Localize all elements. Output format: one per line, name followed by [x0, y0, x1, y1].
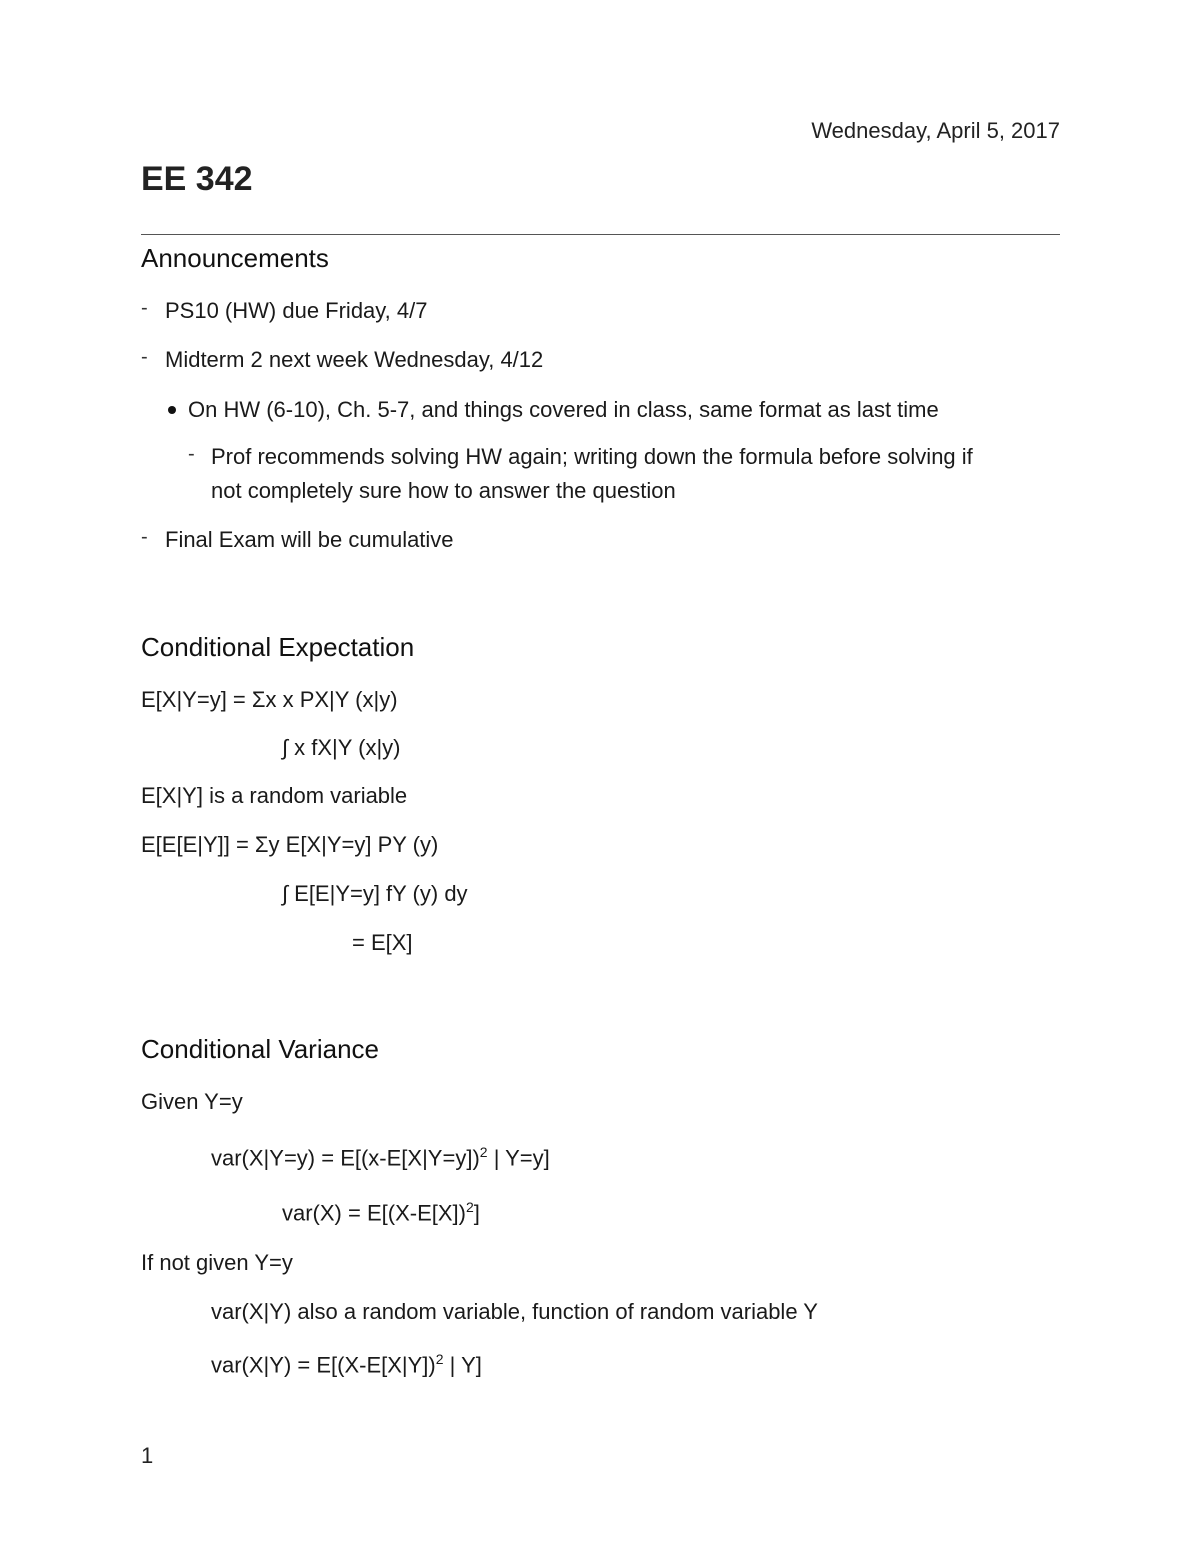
dash-bullet-icon: -: [141, 346, 148, 368]
statement-line: E[X|Y] is a random variable: [141, 783, 408, 808]
equation-text: var(X|Y) = E[(X-E[X|Y]): [211, 1352, 436, 1378]
exponent: 2: [465, 1199, 474, 1215]
equation-text: var(X) = E[(X-E[X]): [282, 1200, 466, 1226]
course-title: EE 342: [141, 160, 253, 198]
exponent: 2: [435, 1351, 444, 1367]
equation-text: ]: [473, 1200, 480, 1226]
equation-text: var(X|Y=y) = E[(x-E[X|Y=y]): [211, 1145, 480, 1171]
announcement-item: PS10 (HW) due Friday, 4/7: [165, 298, 428, 323]
equation-line: ∫ E[E|Y=y] fY (y) dy: [282, 881, 468, 906]
equation-line: E[E[E|Y]] = Σy E[X|Y=y] PY (y): [141, 832, 439, 857]
dash-bullet-icon: -: [141, 297, 148, 319]
document-date: Wednesday, April 5, 2017: [811, 118, 1060, 143]
statement-line: var(X|Y) also a random variable, function of random variable Y: [211, 1299, 818, 1324]
announcement-subsubitem-line: Prof recommends solving HW again; writing down the formula before solving if: [211, 444, 973, 469]
title-divider: [141, 234, 1060, 235]
statement-line: Given Y=y: [141, 1089, 243, 1114]
exponent: 2: [479, 1144, 488, 1160]
dash-bullet-icon: -: [141, 526, 148, 548]
announcement-item: Midterm 2 next week Wednesday, 4/12: [165, 347, 544, 372]
page-number: 1: [141, 1443, 154, 1468]
equation-line: [282, 1199, 480, 1226]
equation-text: | Y=y]: [487, 1145, 550, 1171]
announcement-item: Final Exam will be cumulative: [165, 527, 454, 552]
statement-line: If not given Y=y: [141, 1250, 293, 1275]
conditional-variance-heading: Conditional Variance: [141, 1034, 379, 1064]
equation-line: E[X|Y=y] = Σx x PX|Y (x|y): [141, 687, 398, 712]
announcement-subsubitem-line: not completely sure how to answer the question: [211, 478, 676, 503]
equation-line: ∫ x fX|Y (x|y): [282, 735, 401, 760]
equation-line: [211, 1351, 482, 1378]
dash-bullet-icon: -: [188, 443, 195, 465]
equation-line: [211, 1144, 550, 1171]
announcements-heading: Announcements: [141, 243, 329, 273]
equation-line: = E[X]: [352, 930, 413, 955]
conditional-expectation-heading: Conditional Expectation: [141, 632, 415, 662]
equation-text: | Y]: [443, 1352, 482, 1378]
announcement-subitem: On HW (6-10), Ch. 5-7, and things covered in class, same format as last time: [188, 397, 939, 422]
round-bullet-icon: [168, 406, 176, 414]
